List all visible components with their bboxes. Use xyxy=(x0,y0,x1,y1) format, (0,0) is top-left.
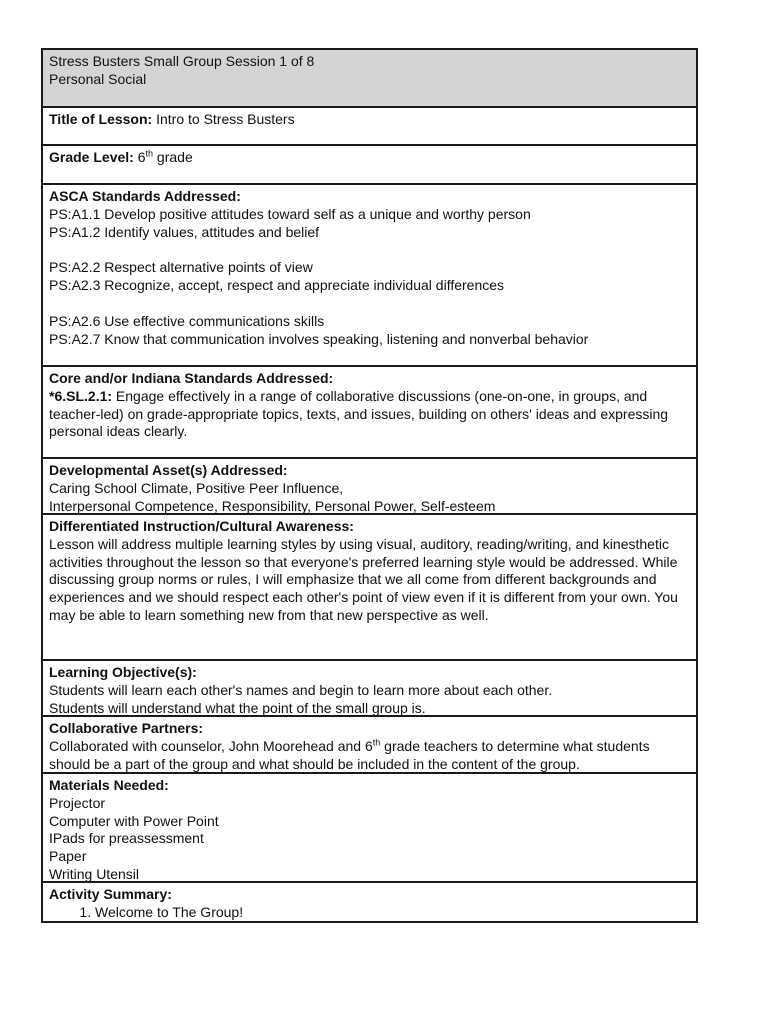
grade-sup: th xyxy=(145,148,154,159)
materials-label: Materials Needed: xyxy=(49,777,169,793)
lesson-plan-table xyxy=(41,48,698,923)
session-title: Stress Busters Small Group Session 1 of 8 xyxy=(49,53,315,69)
objective-line: Students will understand what the point of the small group is. xyxy=(49,699,426,716)
title-row xyxy=(43,108,696,146)
core-text: Engage effectively in a range of collaborative discussions (one-on-one, in groups, and teacher-led) on grade-appropriate topics, texts, and issues, building on others' ideas and expressing personal ideas clearly. xyxy=(49,387,669,440)
material-item: Projector xyxy=(49,794,106,811)
core-label: Core and/or Indiana Standards Addressed: xyxy=(49,370,334,386)
header-row xyxy=(43,50,696,108)
material-item: Writing Utensil xyxy=(49,865,139,882)
asca-label: ASCA Standards Addressed: xyxy=(49,188,241,204)
asca-standard: PS:A2.3 Recognize, accept, respect and appreciate individual differences xyxy=(49,277,505,294)
materials-row xyxy=(43,774,696,883)
assets-row xyxy=(43,459,696,515)
grade-number: 6 xyxy=(137,149,146,165)
asca-row xyxy=(43,185,696,367)
differentiated-label: Differentiated Instruction/Cultural Awareness: xyxy=(49,518,354,534)
title-label: Title of Lesson: xyxy=(49,111,153,127)
material-item: Computer with Power Point xyxy=(49,812,219,829)
objectives-row xyxy=(43,661,696,717)
asca-standard: PS:A1.1 Develop positive attitudes toward self as a unique and worthy person xyxy=(49,205,531,222)
session-category: Personal Social xyxy=(49,70,147,87)
partners-label: Collaborative Partners: xyxy=(49,720,204,736)
activity-row xyxy=(43,883,696,921)
partners-text: Collaborated with counselor, John Moorehead and 6 xyxy=(49,737,373,754)
objective-line: Students will learn each other's names and begin to learn more about each other. xyxy=(49,681,553,698)
material-item: IPads for preassessment xyxy=(49,830,204,847)
grade-suffix: grade xyxy=(156,149,193,165)
differentiated-text: Lesson will address multiple learning styles by using visual, auditory, reading/writing, and kinesthetic activities throughout the lesson so that everyone's preferred learning style would be addressed. While discussing group norms or rules, I will emphasize that we all come from different backgrounds and experiences and we should respect each other's point of view even if it is different from your own. You may be able to learn something new from that new perspective as well. xyxy=(49,535,678,623)
partners-text-cont: grade teachers to determine what students should be a part of the group and what should be included in the content of the group. xyxy=(49,737,650,772)
activity-list xyxy=(49,904,690,921)
objectives-label: Learning Objective(s): xyxy=(49,664,197,680)
asca-standard: PS:A2.2 Respect alternative points of view xyxy=(49,259,313,276)
activity-item: 1. Welcome to The Group! xyxy=(95,904,690,921)
assets-line: Caring School Climate, Positive Peer Influence, xyxy=(49,479,344,496)
title-value: Intro to Stress Busters xyxy=(156,111,295,127)
asca-standard: PS:A1.2 Identify values, attitudes and belief xyxy=(49,223,320,240)
material-item: Paper xyxy=(49,848,87,865)
assets-line: Interpersonal Competence, Responsibility, Personal Power, Self-esteem xyxy=(49,497,496,514)
partners-sup: th xyxy=(372,737,381,748)
activity-label: Activity Summary: xyxy=(49,886,172,902)
grade-row xyxy=(43,146,696,185)
assets-label: Developmental Asset(s) Addressed: xyxy=(49,462,288,478)
grade-label: Grade Level: xyxy=(49,149,134,165)
core-standards-row xyxy=(43,367,696,459)
partners-row xyxy=(43,717,696,774)
asca-standard: PS:A2.6 Use effective communications skills xyxy=(49,312,325,329)
differentiated-row xyxy=(43,515,696,661)
asca-standard: PS:A2.7 Know that communication involves speaking, listening and nonverbal behavior xyxy=(49,330,589,347)
core-code: *6.SL.2.1: xyxy=(49,387,113,404)
